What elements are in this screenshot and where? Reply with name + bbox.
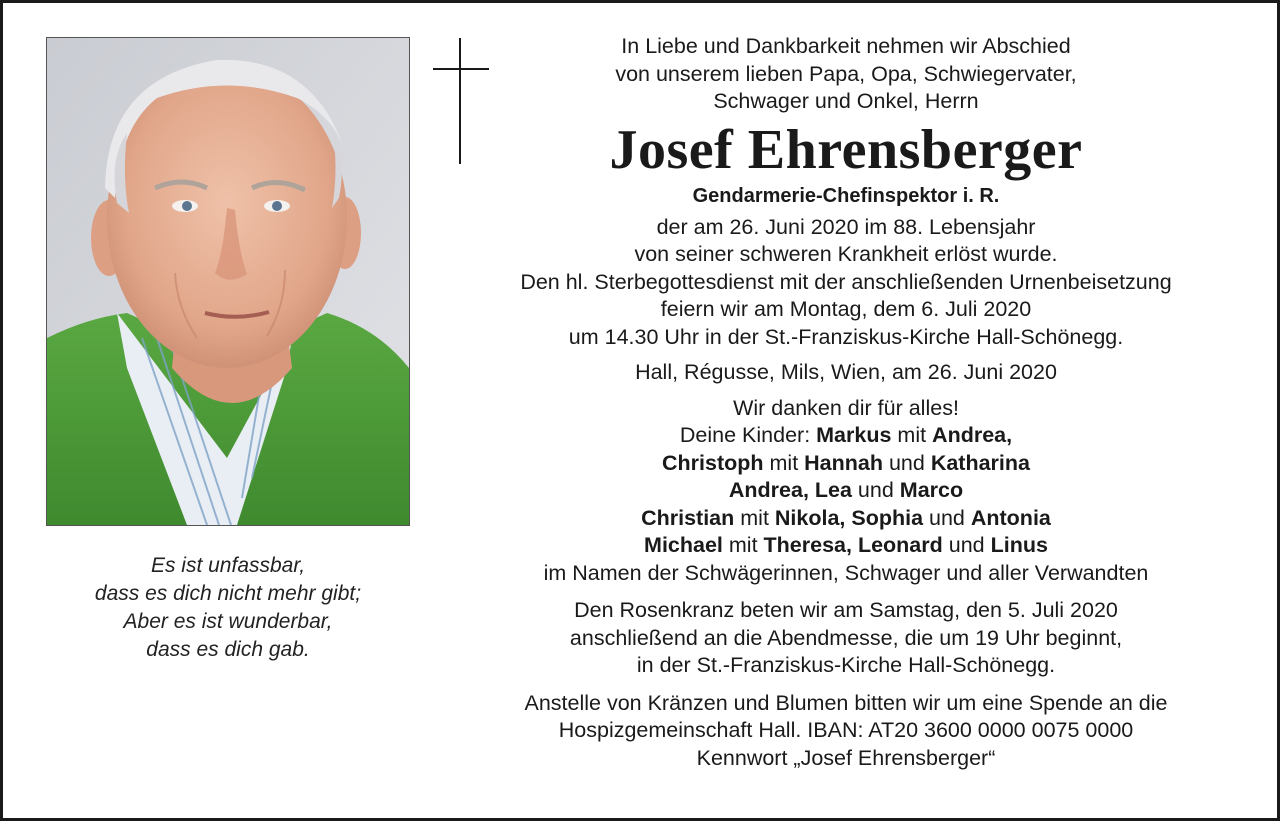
service-line: Den hl. Sterbegottesdienst mit der anschließenden Urnenbeisetzung [520, 269, 1172, 294]
family-text: mit [891, 423, 933, 447]
family-text: mit [722, 533, 764, 557]
donation-line: Hospizgemeinschaft Hall. IBAN: AT20 3600 0000 0075 0000 [558, 718, 1134, 742]
family-member: Michael [644, 533, 723, 557]
family-member: Andrea, Lea [728, 478, 852, 502]
notice-text [430, 33, 1262, 772]
family-line [430, 450, 1262, 478]
intro-line: In Liebe und Dankbarkeit nehmen wir Abschied [621, 34, 1071, 58]
family-text: und [882, 450, 931, 475]
family-member: Linus [990, 533, 1048, 557]
family-member: Christian [641, 505, 735, 530]
family-member: Markus [816, 423, 892, 447]
donation-line: Anstelle von Kränzen und Blumen bitten wir um eine Spende an die [524, 690, 1168, 715]
death-line: von seiner schweren Krankheit erlöst wurde. [634, 242, 1058, 266]
service-line: um 14.30 Uhr in der St.-Franziskus-Kirche Hall-Schönegg. [568, 324, 1124, 349]
service-line: feiern wir am Montag, dem 6. Juli 2020 [660, 297, 1032, 321]
quote-line: Es ist unfassbar, [150, 554, 306, 577]
portrait-photo [46, 37, 410, 526]
family-member: Theresa, Leonard [763, 533, 943, 557]
family-line [430, 422, 1262, 450]
intro-line: Schwager und Onkel, Herrn [713, 89, 979, 113]
place-date: Hall, Régusse, Mils, Wien, am 26. Juni 2020 [635, 360, 1057, 384]
family-text: mit [763, 450, 805, 475]
deceased-title: Gendarmerie-Chefinspektor i. R. [692, 184, 1000, 207]
family-member: Antonia [970, 505, 1051, 530]
quote-line: dass es dich gab. [146, 638, 310, 661]
family-member: Christoph [662, 450, 764, 475]
rosary-line: anschließend an die Abendmesse, die um 19 Uhr beginnt, [569, 625, 1123, 650]
family-member: Andrea, [932, 423, 1013, 447]
intro-line: von unserem lieben Papa, Opa, Schwiegervater, [615, 61, 1077, 86]
family-member: Katharina [930, 450, 1030, 475]
family-member: Hannah [804, 450, 883, 475]
family-line [430, 477, 1262, 505]
family-line [430, 505, 1262, 533]
family-text: Deine Kinder: [679, 423, 817, 447]
relatives-line: im Namen der Schwägerinnen, Schwager und aller Verwandten [543, 560, 1149, 585]
family-text: und [851, 478, 900, 502]
family-text: und [923, 505, 971, 530]
family-member: Nikola, Sophia [774, 505, 924, 530]
death-line: der am 26. Juni 2020 im 88. Lebensjahr [656, 214, 1036, 239]
family-text: mit [734, 505, 775, 530]
memorial-quote [46, 552, 410, 664]
quote-line: dass es dich nicht mehr gibt; [94, 582, 362, 605]
family-member: Marco [899, 478, 964, 502]
rosary-line: Den Rosenkranz beten wir am Samstag, den 5. Juli 2020 [574, 598, 1118, 622]
family-line [430, 532, 1262, 560]
donation-line: Kennwort „Josef Ehrensberger“ [696, 745, 996, 770]
thanks-line: Wir danken dir für alles! [733, 395, 959, 420]
deceased-name: Josef Ehrensberger [609, 118, 1083, 181]
family-text: und [942, 533, 991, 557]
quote-line: Aber es ist wunderbar, [123, 610, 333, 633]
rosary-line: in der St.-Franziskus-Kirche Hall-Schönegg. [636, 653, 1056, 677]
